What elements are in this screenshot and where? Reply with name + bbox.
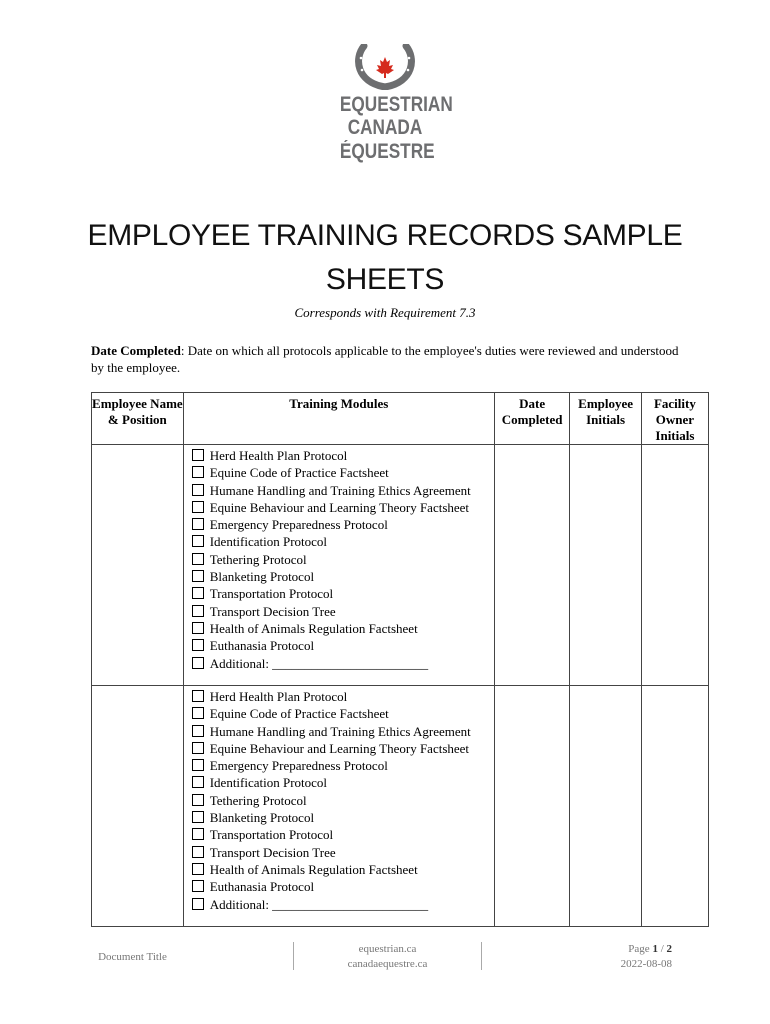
module-label: Humane Handling and Training Ethics Agreement	[209, 482, 471, 498]
date-completed-cell[interactable]	[494, 445, 570, 686]
checkbox-icon[interactable]	[192, 570, 204, 582]
footer-divider	[293, 942, 294, 970]
checkbox-icon[interactable]	[192, 794, 204, 806]
page-current: 1	[652, 943, 658, 955]
module-item	[192, 655, 494, 672]
module-item	[192, 757, 494, 774]
checkbox-icon[interactable]	[192, 535, 204, 547]
module-item	[192, 637, 494, 654]
module-label: Health of Animals Regulation Factsheet	[209, 620, 418, 636]
module-item	[192, 826, 494, 843]
header-employee: Employee Name & Position	[92, 393, 184, 445]
checkbox-icon[interactable]	[192, 449, 204, 461]
module-item	[192, 861, 494, 878]
employee-initials-cell[interactable]	[570, 445, 641, 686]
employee-name-cell[interactable]	[92, 445, 184, 686]
module-item	[192, 516, 494, 533]
module-item	[192, 499, 494, 516]
header-date-completed: Date Completed	[494, 393, 570, 445]
module-label: Tethering Protocol	[209, 792, 307, 808]
module-label: Herd Health Plan Protocol	[209, 689, 348, 704]
module-label: Equine Code of Practice Factsheet	[209, 465, 389, 481]
module-item	[192, 896, 494, 913]
module-item	[192, 620, 494, 637]
module-label: Identification Protocol	[209, 534, 328, 550]
checkbox-icon[interactable]	[192, 639, 204, 651]
header-employee-initials: Employee Initials	[570, 393, 641, 445]
module-item	[192, 688, 494, 705]
checkbox-icon[interactable]	[192, 466, 204, 478]
header-training-modules: Training Modules	[183, 393, 494, 445]
module-label: Herd Health Plan Protocol	[209, 448, 348, 463]
module-label: Emergency Preparedness Protocol	[209, 758, 388, 774]
module-item	[192, 723, 494, 740]
modules-cell	[183, 686, 494, 927]
footer-divider	[481, 942, 482, 970]
module-item	[192, 809, 494, 826]
module-label: Blanketing Protocol	[209, 810, 315, 826]
checkbox-icon[interactable]	[192, 880, 204, 892]
module-item	[192, 740, 494, 757]
module-label: Euthanasia Protocol	[209, 879, 315, 895]
employee-name-cell[interactable]	[92, 686, 184, 927]
module-item	[192, 568, 494, 585]
checkbox-icon[interactable]	[192, 690, 204, 702]
module-label: Identification Protocol	[209, 775, 328, 791]
module-label: Additional: ________________________	[209, 896, 429, 912]
checkbox-icon[interactable]	[192, 605, 204, 617]
intro-paragraph	[91, 342, 691, 376]
module-item	[192, 878, 494, 895]
logo-text-line-1: EQUESTRIAN	[339, 93, 453, 116]
module-label: Health of Animals Regulation Factsheet	[209, 861, 418, 877]
header-owner-initials: Facility Owner Initials	[641, 393, 708, 445]
module-label: Blanketing Protocol	[209, 569, 315, 585]
checkbox-icon[interactable]	[192, 518, 204, 530]
footer-page-info	[560, 942, 672, 972]
owner-initials-cell[interactable]	[641, 686, 708, 927]
module-item	[192, 585, 494, 602]
horseshoe-maple-leaf-icon	[352, 44, 418, 90]
page-number	[560, 942, 672, 957]
checkbox-icon[interactable]	[192, 622, 204, 634]
page-subtitle: Corresponds with Requirement 7.3	[294, 305, 476, 320]
module-item	[192, 447, 494, 464]
checkbox-icon[interactable]	[192, 553, 204, 565]
owner-initials-cell[interactable]	[641, 445, 708, 686]
checkbox-icon[interactable]	[192, 759, 204, 771]
module-label: Equine Code of Practice Factsheet	[209, 706, 389, 722]
footer-document-title: Document Title	[98, 951, 167, 963]
module-label: Equine Behaviour and Learning Theory Factsheet	[209, 740, 470, 756]
checkbox-icon[interactable]	[192, 776, 204, 788]
table-row	[92, 445, 709, 686]
module-item	[192, 533, 494, 550]
logo-text-line-2: CANADA	[347, 116, 423, 139]
footer-website-1[interactable]: equestrian.ca	[358, 943, 417, 955]
module-label: Additional: ________________________	[209, 655, 429, 671]
checkbox-icon[interactable]	[192, 863, 204, 875]
logo-text-line-3: ÉQUESTRE	[339, 140, 435, 163]
modules-cell	[183, 445, 494, 686]
date-completed-cell[interactable]	[494, 686, 570, 927]
employee-initials-cell[interactable]	[570, 686, 641, 927]
footer-date: 2022-08-08	[620, 958, 672, 970]
checkbox-icon[interactable]	[192, 828, 204, 840]
intro-text: : Date on which all protocols applicable to the employee's duties were reviewed and understood by the employee.	[91, 343, 679, 375]
checkbox-icon[interactable]	[192, 898, 204, 910]
module-item	[192, 792, 494, 809]
module-label: Tethering Protocol	[209, 551, 307, 567]
module-label: Transport Decision Tree	[209, 603, 336, 619]
checkbox-icon[interactable]	[192, 725, 204, 737]
equestrian-canada-logo	[330, 44, 453, 166]
checkbox-icon[interactable]	[192, 707, 204, 719]
module-label: Transportation Protocol	[209, 586, 334, 602]
module-label: Transport Decision Tree	[209, 844, 336, 860]
module-label: Equine Behaviour and Learning Theory Factsheet	[209, 499, 470, 515]
module-label: Transportation Protocol	[209, 827, 334, 843]
checkbox-icon[interactable]	[192, 657, 204, 669]
checkbox-icon[interactable]	[192, 742, 204, 754]
page-title: EMPLOYEE TRAINING RECORDS SAMPLE SHEETS	[87, 219, 683, 296]
page-prefix: Page	[628, 943, 653, 955]
checkbox-icon[interactable]	[192, 811, 204, 823]
footer-websites	[300, 942, 475, 972]
module-item	[192, 603, 494, 620]
module-label: Humane Handling and Training Ethics Agreement	[209, 723, 471, 739]
module-label: Emergency Preparedness Protocol	[209, 517, 388, 533]
module-item	[192, 464, 494, 481]
module-label: Euthanasia Protocol	[209, 638, 315, 654]
checkbox-icon[interactable]	[192, 501, 204, 513]
module-item	[192, 774, 494, 791]
module-item	[192, 844, 494, 861]
footer-website-2[interactable]: canadaequestre.ca	[347, 958, 428, 970]
checkbox-icon[interactable]	[192, 484, 204, 496]
module-item	[192, 482, 494, 499]
checkbox-icon[interactable]	[192, 587, 204, 599]
page-total: 2	[666, 943, 672, 955]
page-separator: /	[657, 943, 667, 955]
intro-label: Date Completed	[91, 343, 181, 358]
checkbox-icon[interactable]	[192, 846, 204, 858]
module-item	[192, 705, 494, 722]
training-records-table	[91, 392, 709, 927]
table-header-row	[92, 393, 709, 445]
table-row	[92, 686, 709, 927]
module-item	[192, 551, 494, 568]
